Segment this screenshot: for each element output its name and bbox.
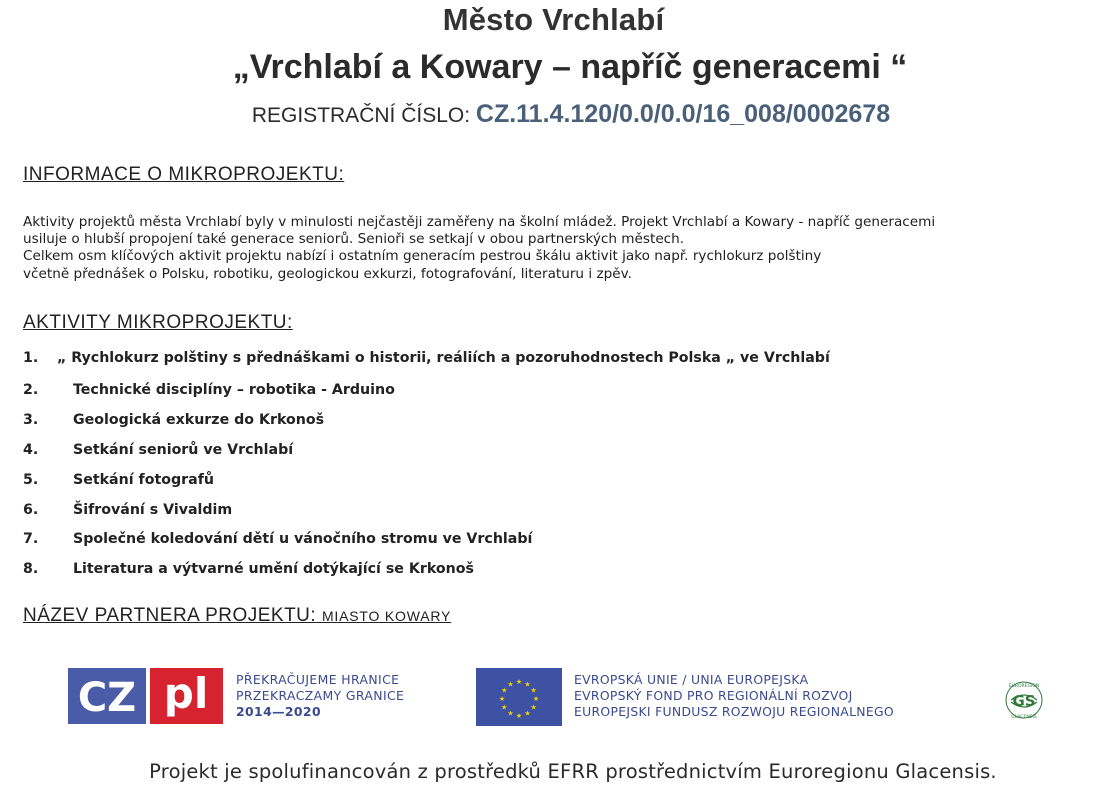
activity-text: Literatura a výtvarné umění dotýkající se Krkonoš xyxy=(73,561,474,577)
svg-text:★: ★ xyxy=(501,703,508,712)
cz-pl-period: 2014—2020 xyxy=(236,704,321,719)
project-title: „Vrchlabí a Kowary – napříč generacemi “ xyxy=(232,48,908,86)
cofinancing-note: Projekt je spolufinancován z prostředků EFRR prostřednictvím Euroregionu Glacensis. xyxy=(149,760,997,783)
cz-pl-slogan xyxy=(236,672,404,720)
info-line: Celkem osm klíčových aktivit projektu nabízí i ostatním generacím pestrou škálu aktivit jako např. rychlokurz polštiny xyxy=(23,248,822,265)
eu-flag-icon xyxy=(476,668,562,726)
activity-number: 3. xyxy=(23,412,39,428)
eu-fund-text xyxy=(574,672,894,720)
activity-text: Setkání fotografů xyxy=(73,472,214,488)
activity-number: 2. xyxy=(23,382,39,398)
activity-number: 1. xyxy=(23,350,39,366)
activity-number: 7. xyxy=(23,531,39,547)
cz-pl-slogan-line: PRZEKRACZAMY GRANICE xyxy=(236,688,405,703)
eu-text-line: EVROPSKÁ UNIE / UNIA EUROPEJSKA xyxy=(574,672,809,687)
activity-number: 5. xyxy=(23,472,39,488)
svg-text:★: ★ xyxy=(501,686,508,695)
svg-text:★: ★ xyxy=(498,695,506,703)
activity-number: 6. xyxy=(23,502,39,518)
activity-text: „ Rychlokurz polštiny s přednáškami o historii, reáliích a pozoruhodnostech Polska „ ve Vrchlabí xyxy=(57,350,830,366)
activity-text: Společné koledování dětí u vánočního stromu ve Vrchlabí xyxy=(73,531,533,547)
info-paragraph xyxy=(23,214,1073,283)
registration-label: REGISTRAČNÍ ČÍSLO: xyxy=(251,104,471,127)
activity-text: Šifrování s Vivaldim xyxy=(73,502,233,518)
svg-text:★: ★ xyxy=(530,703,537,712)
registration-line xyxy=(0,100,1107,129)
activity-number: 8. xyxy=(23,561,39,577)
info-line: usiluje o hlubší propojení také generace seniorů. Senioři se setkají v obou partnerských městech. xyxy=(23,231,685,248)
cz-logo-text: CZ xyxy=(77,675,137,721)
activity-number: 4. xyxy=(23,442,39,458)
cz-pl-logo xyxy=(68,668,223,724)
logo-strip xyxy=(0,660,1107,740)
svg-text:★: ★ xyxy=(515,678,523,686)
pl-logo-text: pl xyxy=(163,669,209,718)
registration-number: CZ.11.4.120/0.0/0.0/16_008/0002678 xyxy=(475,100,891,128)
partner-line xyxy=(23,605,451,627)
cz-pl-slogan-line: PŘEKRAČUJEME HRANICE xyxy=(236,672,400,687)
svg-text:★: ★ xyxy=(524,680,531,689)
svg-text:★: ★ xyxy=(532,695,540,703)
partner-label: NÁZEV PARTNERA PROJEKTU: xyxy=(23,605,317,626)
info-line: Aktivity projektů města Vrchlabí byly v minulosti nejčastěji zaměřeny na školní mládež. Projekt Vrchlabí a Kowary - napříč generacemi xyxy=(23,214,936,230)
activity-text: Setkání seniorů ve Vrchlabí xyxy=(73,442,294,458)
eu-text-line: EUROPEJSKI FUNDUSZ ROZWOJU REGIONALNEGO xyxy=(574,704,894,719)
svg-text:EUROREGION: EUROREGION xyxy=(1008,684,1040,689)
info-line: včetně přednášek o Polsku, robotiku, geologickou exkurzi, fotografování, literaturu i zpěv. xyxy=(23,265,632,282)
activity-text: Geologická exkurze do Krkonoš xyxy=(73,412,325,428)
eu-text-line: EVROPSKÝ FOND PRO REGIONÁLNÍ ROZVOJ xyxy=(574,688,853,703)
svg-text:★: ★ xyxy=(524,709,531,718)
svg-text:★: ★ xyxy=(530,686,537,695)
partner-name: MIASTO KOWARY xyxy=(321,608,452,624)
activity-text: Technické disciplíny – robotika - Arduino xyxy=(73,382,395,398)
euroregion-glacensis-logo xyxy=(1003,678,1045,722)
svg-text:★: ★ xyxy=(507,680,514,689)
svg-text:★: ★ xyxy=(515,712,523,720)
info-heading: INFORMACE O MIKROPROJEKTU: xyxy=(23,164,345,185)
activities-heading: AKTIVITY MIKROPROJEKTU: xyxy=(23,312,293,333)
svg-text:GS: GS xyxy=(1012,692,1036,710)
svg-text:★: ★ xyxy=(507,709,514,718)
page-title: Město Vrchlabí xyxy=(442,2,665,37)
svg-text:GLACENSIS: GLACENSIS xyxy=(1011,715,1037,720)
